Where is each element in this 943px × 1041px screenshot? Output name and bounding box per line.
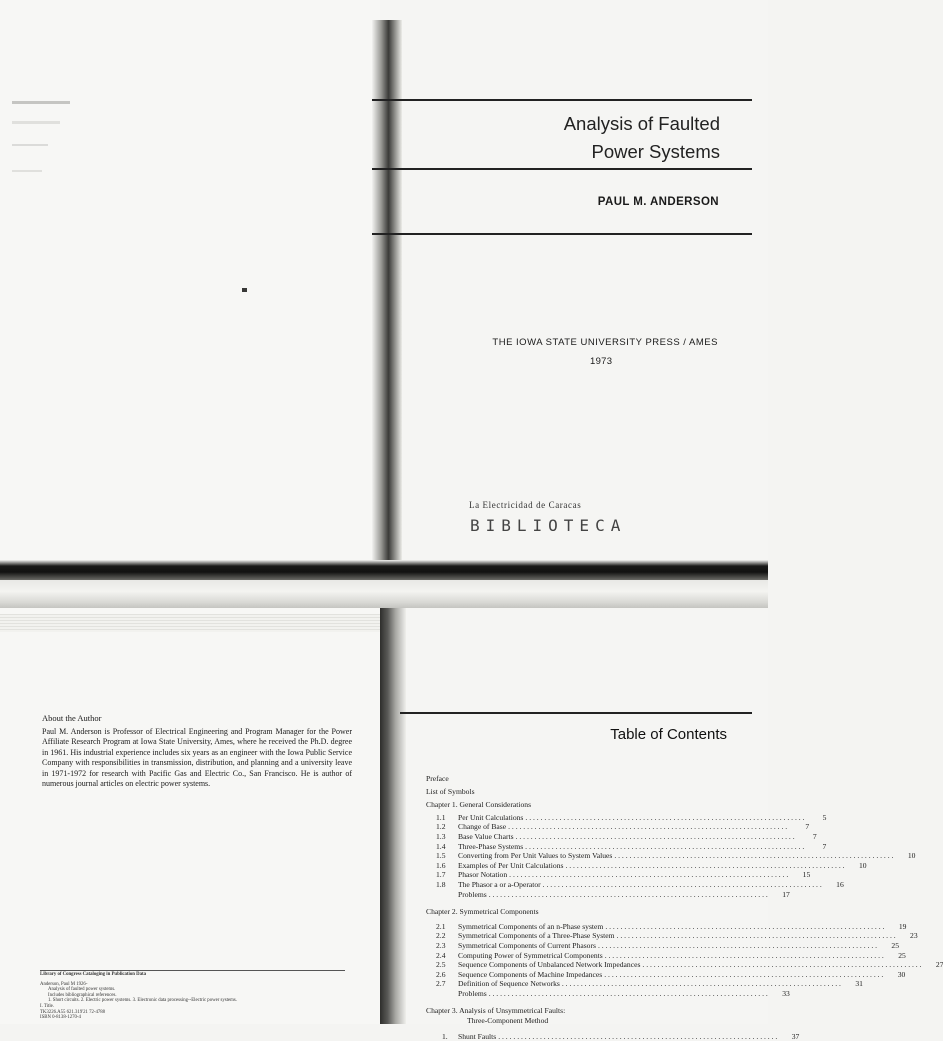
catalog-line: Anderson, Paul M 1926- [40,981,88,987]
toc-entry-label: Sequence Components of Unbalanced Network Impedances [458,960,641,970]
bleed-through-mark [12,144,48,146]
title-rule-bottom [372,233,752,235]
toc-chapter-entries [426,812,916,899]
toc-entry-page: 33 [782,988,790,998]
toc-entry-number: 2.2 [436,931,446,941]
toc-entry [426,870,811,880]
toc-entry-label: Phasor Notation [458,870,508,880]
toc-entry-number: 1.6 [436,860,446,870]
toc-entry-page: 30 [897,969,906,979]
toc-entry [426,979,863,989]
toc-entry [426,879,844,890]
book-title-line1: Analysis of Faulted [563,113,720,134]
toc-entry-number: 1.4 [436,841,446,851]
publication-year: 1973 [590,356,613,367]
toc-leader-dots [617,931,896,941]
blank-left-page [0,0,380,578]
scan-artifact [0,614,380,632]
toc-entry-number: 1.5 [436,851,446,861]
toc-entry [426,969,906,980]
toc-entry [426,960,943,970]
toc-chapter-subtitle: Three-Component Method [467,1016,549,1026]
toc-entry-page: 16 [836,879,844,889]
toc-entry-page: 17 [782,889,790,899]
publisher: THE IOWA STATE UNIVERSITY PRESS / AMES [492,337,718,348]
toc-entry [426,889,790,900]
toc-leader-dots [604,970,883,980]
toc-entry-label: Problems [458,889,487,899]
toc-leader-dots [605,951,884,961]
toc-entry-number: 1.2 [436,822,446,832]
bleed-through-mark [12,121,60,124]
toc-entry-page: 37 [791,1031,800,1041]
catalog-line: I. Title. [40,1003,54,1009]
catalog-line: ISBN 0-8138-1270-4 [40,1015,81,1021]
toc-leader-dots [489,989,768,999]
toc-leader-dots [508,822,787,832]
binding-shadow [380,608,406,1024]
bleed-through-mark [12,101,70,104]
toc-entry-label: Change of Base [458,822,507,832]
toc-entry-number: 2.3 [436,940,446,950]
toc-leader-dots [565,861,844,871]
table-of-contents [426,774,943,1041]
toc-entry-page: 10 [858,860,867,870]
toc-entry [426,812,827,823]
toc-chapter-title: Chapter 2. Symmetrical Components [426,907,539,917]
toc-chapter-title: Chapter 1. General Considerations [426,800,532,810]
binding-shadow [372,20,402,572]
catalog-line: Includes bibliographical references. [48,992,117,998]
catalog-line: 1. Short circuits. 2. Electric power systems. 3. Electronic data processing--Electric power systems. [48,998,237,1004]
toc-leader-dots [543,880,822,890]
toc-entry-label: Converting from Per Unit Values to System Values [458,851,613,861]
toc-entry-label: Definition of Sequence Networks [458,979,560,989]
toc-entry-page: 31 [855,979,863,989]
toc-entry-page: 5 [822,812,827,822]
toc-leader-dots [498,1032,777,1041]
title-page [380,0,768,578]
toc-entry [426,950,906,961]
about-author-body: Paul M. Anderson is Professor of Electrical Engineering and Program Manager for the Power Affiliate Research Program at Iowa State University, Ames, where he received the Ph.D. degree in 1961. His industrial experience includes six years as an engineer with the Iowa Public Service Company with responsibilities in transmission, distribution, and planning and a university leave in 1971-1972 for research with Pacific Gas and Electric Co., San Francisco. He is author of numerous journal articles on electric power systems. [42,727,352,789]
toc-rule [400,712,752,714]
toc-title: Table of Contents [610,726,727,743]
toc-leader-dots [562,979,841,989]
about-author-heading: About the Author [42,713,102,723]
toc-entry [426,822,810,832]
toc-entry-page: 25 [891,940,900,950]
toc-leader-dots [509,870,788,880]
toc-entry [426,831,817,842]
toc-entry-label: Sequence Components of Machine Impedances [458,969,603,979]
toc-chapter-title: Chapter 3. Analysis of Unsymmetrical Faults: [426,1006,566,1016]
library-stamp-line1: La Electricidad de Caracas [469,500,582,510]
toc-entry-page: 25 [898,950,906,960]
toc-leader-dots [489,890,768,900]
toc-entry-label: Computing Power of Symmetrical Components [458,950,603,960]
toc-entry [426,921,907,932]
toc-entry [426,841,827,852]
toc-leader-dots [614,851,893,861]
toc-leader-dots [598,941,877,951]
toc-entry-page: 23 [910,931,918,941]
toc-entry-label: Base Value Charts [458,831,514,841]
catalog-line: Analysis of faulted power systems. [48,987,116,993]
catalog-heading: Library of Congress Cataloging in Publication Data [40,972,146,977]
toc-entry-page: 15 [802,870,811,880]
toc-entry-label: Symmetrical Components of an n-Phase system [458,921,604,931]
catalog-line: TK3226.A55 621.319'21 72-4788 [40,1009,106,1015]
toc-entry-label: Three-Phase Systems [458,841,524,851]
book-title-line2: Power Systems [591,141,720,162]
toc-entry-label: Per Unit Calculations [458,812,524,822]
toc-entry [426,851,916,861]
toc-entry-label: Problems [458,988,487,998]
library-stamp-line2: BIBLIOTECA [470,516,627,535]
ink-speck [242,288,247,292]
toc-entry [426,988,790,999]
toc-entry-label: Symmetrical Components of Current Phasors [458,940,596,950]
toc-entry-number: 1.7 [436,870,446,880]
toc-entry-label: Shunt Faults [458,1031,497,1041]
toc-entry-number: 1. [442,1031,448,1041]
toc-entry-number: 2.7 [436,979,446,989]
toc-entry-page: 10 [907,851,916,861]
toc-entry-label: The Phasor a or a-Operator [458,879,541,889]
toc-chapter-entries [426,921,943,999]
toc-leader-dots [525,842,804,852]
toc-entry [426,940,900,951]
toc-entry-number: 1.3 [436,831,446,841]
toc-leader-dots [642,960,921,970]
author-name: PAUL M. ANDERSON [597,196,719,208]
toc-entry-page: 7 [812,831,817,841]
toc-chapter-entries [426,1031,800,1041]
toc-preface: Preface [426,774,449,783]
toc-entry-label: Symmetrical Components of a Three-Phase System [458,931,615,941]
toc-leader-dots [525,813,804,823]
toc-entry [426,860,867,871]
title-rule-top [372,99,752,101]
toc-entry [426,931,918,941]
toc-entry-number: 2.5 [436,960,446,970]
toc-leader-dots [605,922,884,932]
toc-entry-page: 27 [935,960,943,970]
page-edge-shadow [0,580,768,608]
toc-leader-dots [516,832,795,842]
title-rule-middle [372,168,752,170]
page-edge-shadow [0,560,768,580]
toc-list-of-symbols: List of Symbols [426,786,475,796]
copyright-page [0,608,380,1024]
toc-entry-label: Examples of Per Unit Calculations [458,860,564,870]
toc-entry-page: 19 [898,921,907,931]
toc-entry [426,1031,800,1041]
toc-entry-number: 2.6 [436,969,446,979]
bleed-through-mark [12,170,42,172]
toc-entry-page: 7 [805,822,810,832]
toc-entry-number: 2.4 [436,950,446,960]
cataloging-data [26,970,356,1021]
toc-entry-page: 7 [822,841,827,851]
toc-entry-number: 1.8 [436,879,446,889]
toc-entry-number: 2.1 [436,921,446,931]
toc-entry-number: 1.1 [436,812,446,822]
